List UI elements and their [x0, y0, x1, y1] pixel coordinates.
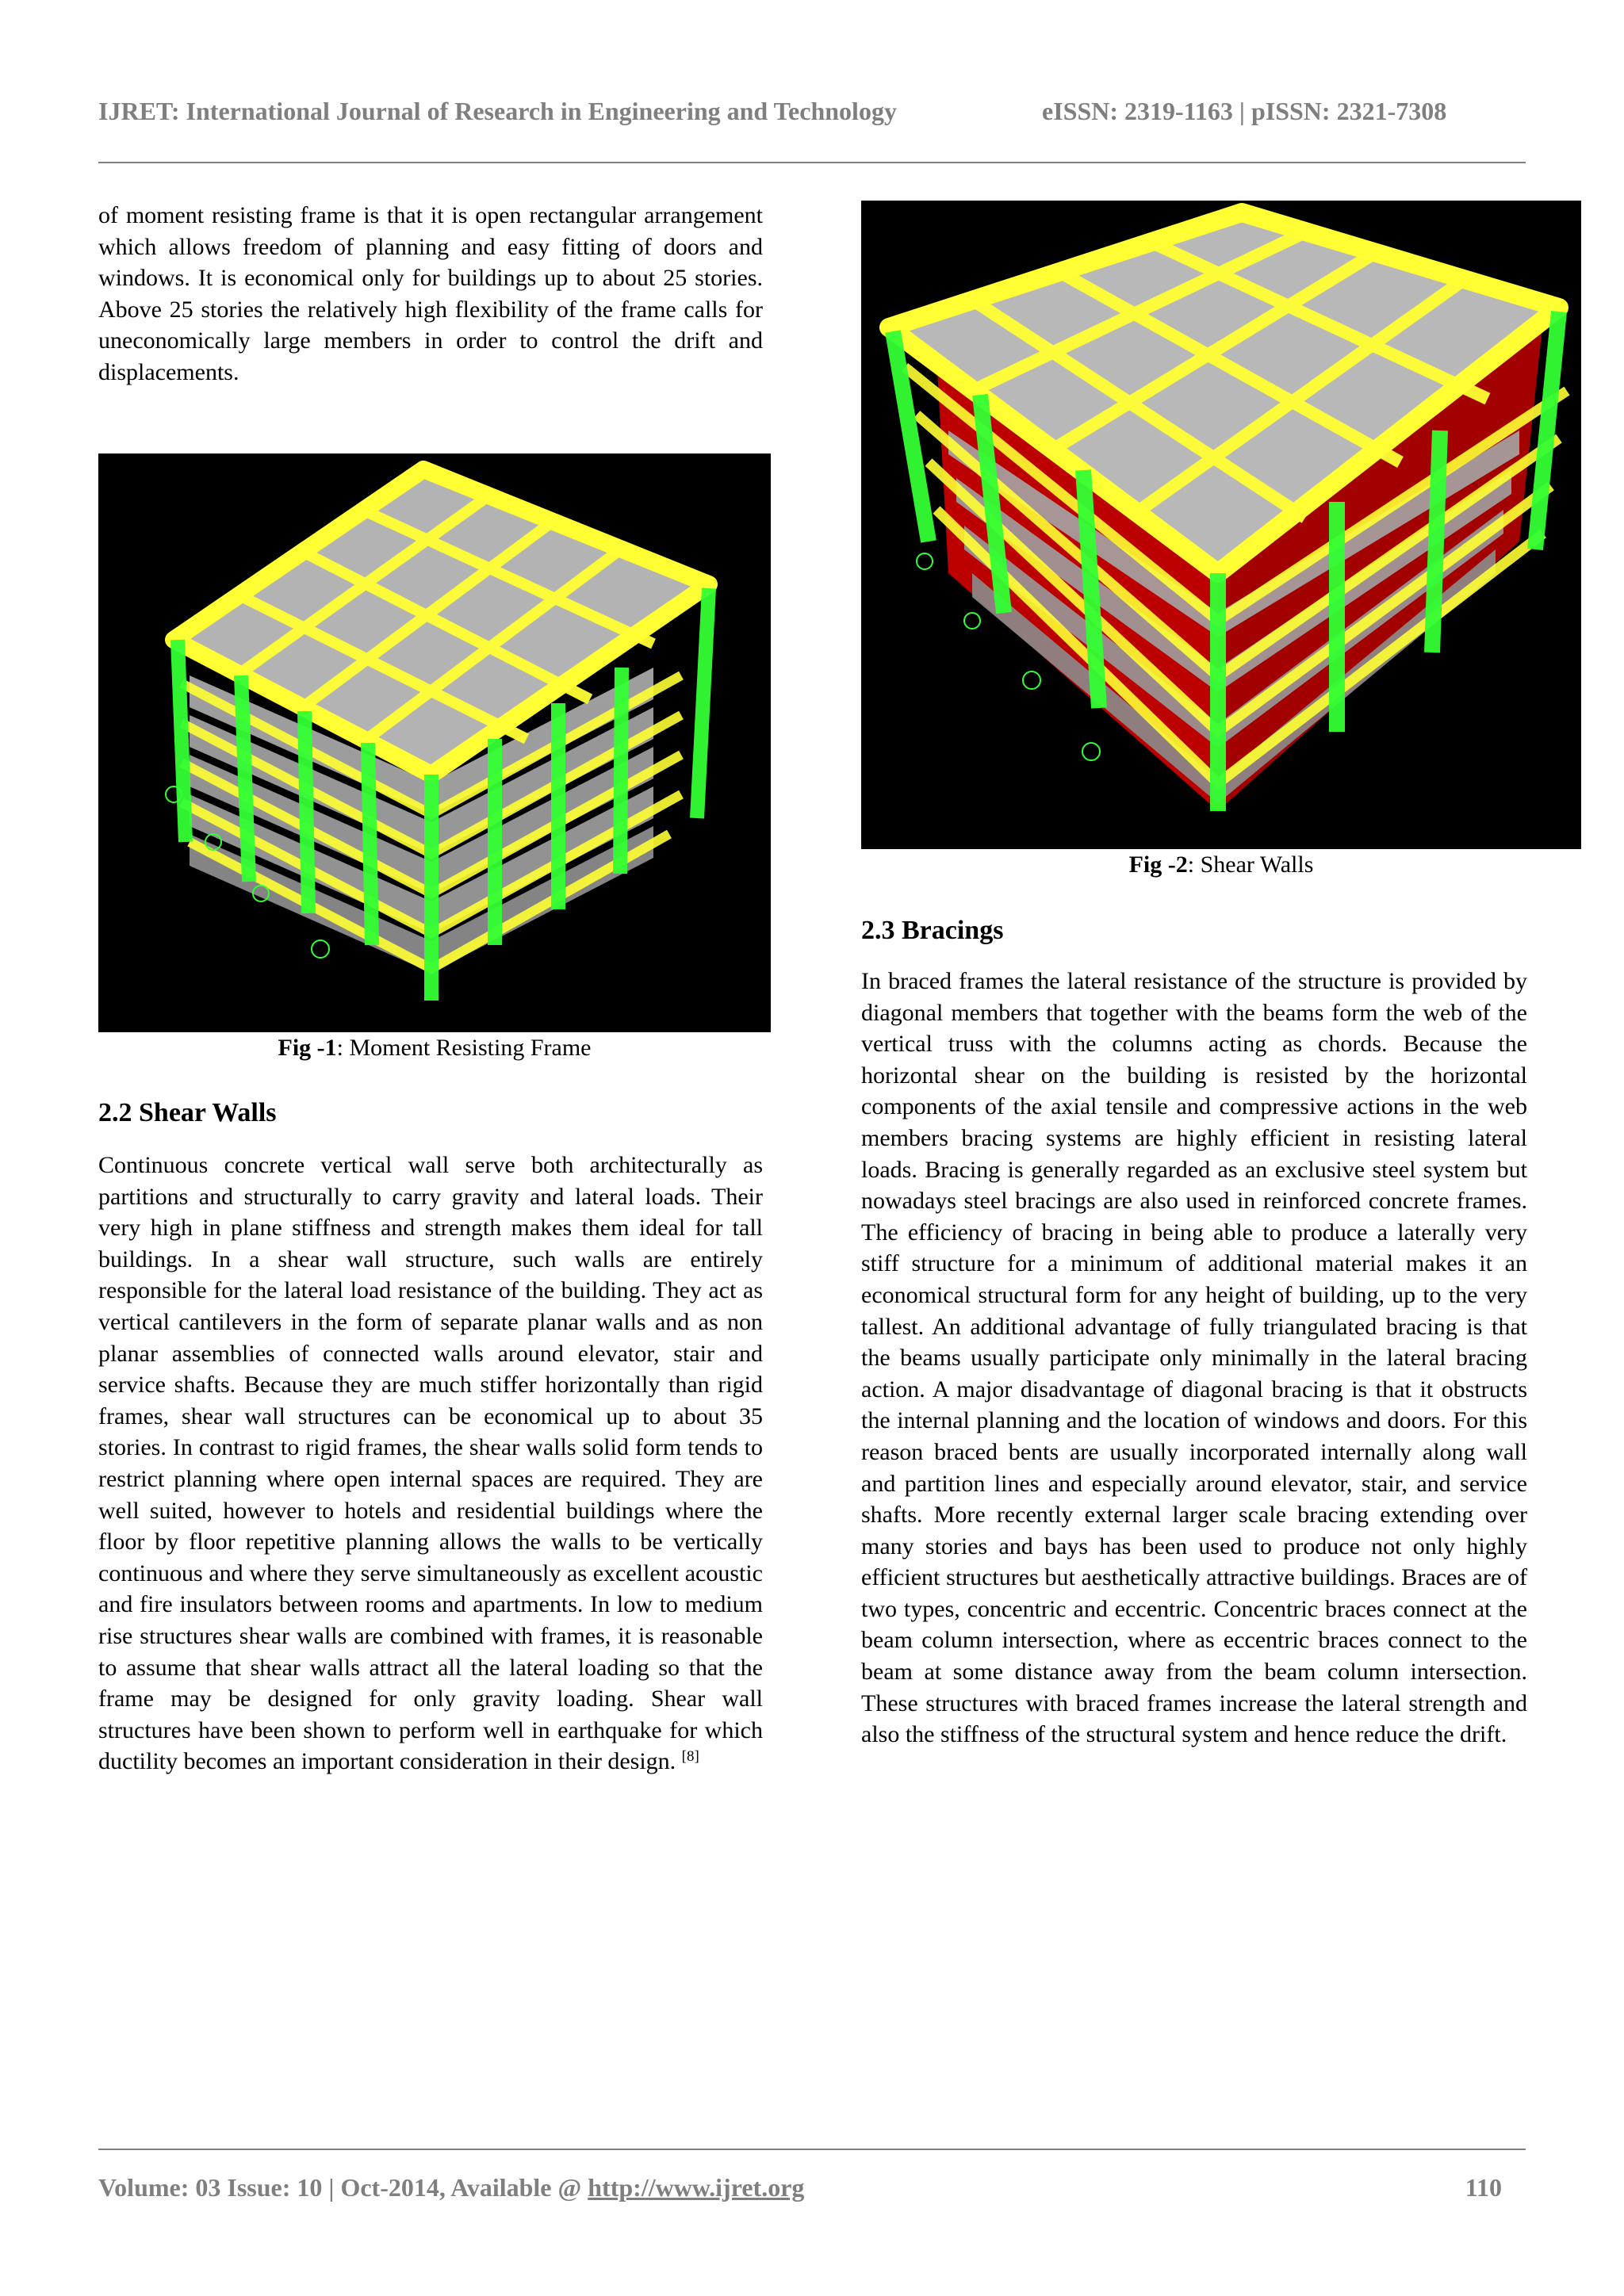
header-rule: [98, 162, 1526, 163]
figure-shear-walls: [861, 201, 1581, 849]
volume-info: Volume: 03 Issue: 10 | Oct-2014, Available @: [98, 2173, 588, 2202]
figure-1-label: Fig -1: [278, 1035, 337, 1061]
bracings-text: In braced frames the lateral resistance of the structure is provided by diagonal members that together with the beams form the web of the vertical truss with the columns acting as chords. Because the horizontal shear on the building is resisted by the horizontal components of the axial tensile and compressive actions in the web members bracing systems are highly efficient in resisting lateral loads. Bracing is generally regarded as an exclusive steel system but nowadays steel bracings are also used in reinforced concrete frames. The efficiency of bracing in being able to produce a laterally very stiff structure for a minimum of additional material makes it an economical structural form for any height of building, up to the very tallest. An additional advantage of fully triangulated bracing is that the beams usually participate only minimally in the lateral bracing action. A major disadvantage of diagonal bracing is that it obstructs the internal planning and the location of windows and doors. For this reason braced bents are usually incorporated internally along wall and partition lines and especially around elevator, stair, and service shafts. More recently external larger scale bracing extending over many stories and bays has been used to produce not only highly efficient structures but aesthetically attractive buildings. Braces are of two types, concentric and eccentric. Concentric braces connect at the beam column intersection, where as eccentric braces connect to the beam at some distance away from the beam column intersection. These structures with braced frames increase the lateral strength and also the stiffness of the structural system and hence reduce the drift.: [861, 968, 1527, 1748]
running-footer: [98, 2173, 1502, 2202]
section-heading-shear-walls: 2.2 Shear Walls: [98, 1098, 277, 1127]
page-number: 110: [1465, 2173, 1502, 2202]
intro-paragraph: [98, 200, 763, 388]
section-heading-bracings: 2.3 Bracings: [861, 916, 1004, 945]
figure-2-caption: [861, 851, 1581, 878]
bracings-paragraph: [861, 966, 1527, 1751]
shear-wall-render: [861, 201, 1581, 849]
figure-1-caption: [98, 1035, 771, 1062]
figure-moment-resisting-frame: [98, 453, 771, 1032]
footer-rule: [98, 2149, 1526, 2150]
citation-8: [8]: [681, 1748, 699, 1766]
figure-2-label: Fig -2: [1128, 851, 1188, 878]
moment-frame-render: [98, 453, 771, 1032]
intro-text: of moment resisting frame is that it is open rectangular arrangement which allows freedom of planning and easy fitting of doors and windows. It is economical only for buildings up to about 25 stories. Above 25 stories the relatively high flexibility of the frame calls for uneconomically large members in order to control the drift and displacements.: [98, 202, 763, 385]
figure-2-caption-text: : Shear Walls: [1187, 851, 1314, 878]
shear-walls-text: Continuous concrete vertical wall serve both architecturally as partitions and structurally to carry gravity and lateral loads. Their very high in plane stiffness and strength makes them ideal for tall buildings. In a shear wall structure, such walls are entirely responsible for the lateral load resistance of the building. They act as vertical cantilevers in the form of separate planar walls and as non planar assemblies of connected walls around elevator, stair and service shafts. Because they are much stiffer horizontally than rigid frames, shear wall structures can be economical up to about 35 stories. In contrast to rigid frames, the shear walls solid form tends to restrict planning where open internal spaces are required. They are well suited, however to hotels and residential buildings where the floor by floor repetitive planning allows the walls to be vertically continuous and where they serve simultaneously as excellent acoustic and fire insulators between rooms and apartments. In low to medium rise structures shear walls are combined with frames, it is reasonable to assume that shear walls attract all the lateral loading so that the frame may be designed for only gravity loading. Shear wall structures have been shown to perform well in earthquake for which ductility becomes an important consideration in their design.: [98, 1152, 763, 1775]
shear-walls-paragraph: [98, 1150, 763, 1777]
issn-numbers: eISSN: 2319-1163 | pISSN: 2321-7308: [1042, 97, 1447, 125]
journal-link[interactable]: http://www.ijret.org: [588, 2173, 805, 2202]
running-header: [98, 97, 1502, 126]
journal-title: IJRET: International Journal of Research in Engineering and Technology: [98, 97, 897, 125]
figure-1-caption-text: : Moment Resisting Frame: [336, 1035, 592, 1061]
